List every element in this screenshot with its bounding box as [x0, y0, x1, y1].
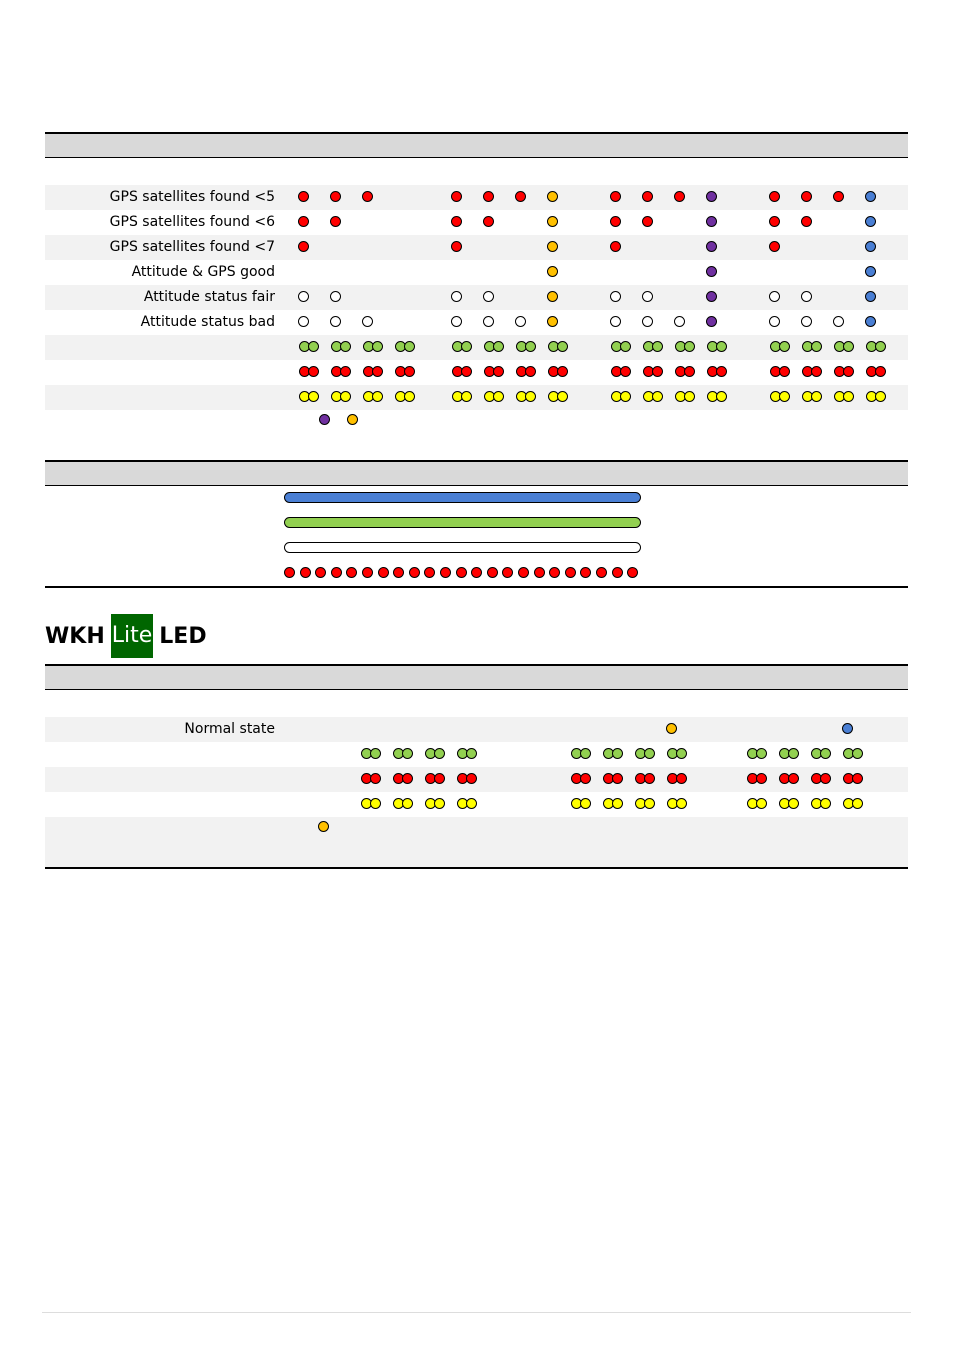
row-label-attitude-fair: Attitude status fair — [143, 289, 275, 305]
double-led-icon — [404, 391, 415, 402]
led-red-icon — [801, 191, 812, 202]
double-led-icon — [557, 391, 568, 402]
double-led-icon — [756, 748, 767, 759]
led-red-icon — [298, 191, 309, 202]
double-led-icon — [620, 341, 631, 352]
footer-rule — [42, 1312, 911, 1313]
led-off-icon — [362, 316, 373, 327]
green-led-bar — [284, 517, 641, 528]
led-off-icon — [833, 316, 844, 327]
led-status-icon — [706, 316, 717, 327]
led-off-icon — [451, 316, 462, 327]
double-led-icon — [404, 366, 415, 377]
led-red-icon — [451, 241, 462, 252]
legend-purple-icon — [319, 414, 330, 425]
led-red-icon — [769, 216, 780, 227]
double-led-icon — [756, 798, 767, 809]
led-status-icon — [865, 216, 876, 227]
row-label-normal-state: Normal state — [184, 721, 275, 737]
double-led-icon — [644, 748, 655, 759]
red-led-icon — [565, 567, 576, 578]
legend-orange-icon — [347, 414, 358, 425]
double-led-icon — [340, 391, 351, 402]
double-led-icon — [716, 341, 727, 352]
row-band — [45, 717, 908, 742]
double-led-icon — [779, 341, 790, 352]
double-led-icon — [372, 366, 383, 377]
double-led-icon — [525, 366, 536, 377]
double-led-icon — [788, 798, 799, 809]
double-led-icon — [372, 391, 383, 402]
double-led-icon — [652, 391, 663, 402]
double-led-icon — [612, 798, 623, 809]
double-led-icon — [644, 798, 655, 809]
red-led-icon — [409, 567, 420, 578]
double-led-icon — [404, 341, 415, 352]
led-red-icon — [769, 191, 780, 202]
red-led-icon — [300, 567, 311, 578]
led-red-icon — [330, 191, 341, 202]
double-led-icon — [852, 798, 863, 809]
double-led-icon — [684, 341, 695, 352]
row-label-gps-7: GPS satellites found <7 — [109, 239, 275, 255]
double-led-icon — [779, 391, 790, 402]
led-red-icon — [642, 216, 653, 227]
double-led-icon — [466, 773, 477, 784]
led-off-icon — [674, 316, 685, 327]
led-off-icon — [483, 291, 494, 302]
led-red-icon — [515, 191, 526, 202]
double-led-icon — [676, 773, 687, 784]
double-led-icon — [684, 366, 695, 377]
led-status-icon — [706, 266, 717, 277]
led-off-icon — [298, 291, 309, 302]
double-led-icon — [875, 341, 886, 352]
led-off-icon — [610, 291, 621, 302]
led-red-icon — [451, 191, 462, 202]
double-led-icon — [340, 366, 351, 377]
double-led-icon — [580, 748, 591, 759]
double-led-icon — [875, 366, 886, 377]
double-led-icon — [525, 391, 536, 402]
double-led-icon — [525, 341, 536, 352]
led-status-icon — [547, 191, 558, 202]
double-led-icon — [620, 391, 631, 402]
led-red-icon — [610, 216, 621, 227]
red-led-icon — [378, 567, 389, 578]
led-off-icon — [801, 291, 812, 302]
led-status-icon — [666, 723, 677, 734]
double-led-icon — [370, 748, 381, 759]
section2-bottom-rule — [45, 586, 908, 588]
double-led-icon — [466, 798, 477, 809]
led-status-icon — [842, 723, 853, 734]
led-red-icon — [801, 216, 812, 227]
led-off-icon — [451, 291, 462, 302]
led-status-icon — [865, 316, 876, 327]
double-led-icon — [676, 798, 687, 809]
led-red-icon — [362, 191, 373, 202]
double-led-icon — [372, 341, 383, 352]
lite-section-title — [45, 614, 207, 658]
double-led-icon — [811, 366, 822, 377]
led-off-icon — [642, 291, 653, 302]
double-led-icon — [843, 391, 854, 402]
red-led-icon — [315, 567, 326, 578]
double-led-icon — [612, 748, 623, 759]
double-led-icon — [811, 341, 822, 352]
double-led-icon — [756, 773, 767, 784]
double-led-icon — [434, 798, 445, 809]
double-led-icon — [466, 748, 477, 759]
red-led-icon — [627, 567, 638, 578]
double-led-icon — [820, 798, 831, 809]
led-off-icon — [483, 316, 494, 327]
double-led-icon — [779, 366, 790, 377]
led-status-icon — [547, 291, 558, 302]
double-led-icon — [402, 798, 413, 809]
led-off-icon — [298, 316, 309, 327]
double-led-icon — [843, 341, 854, 352]
led-off-icon — [642, 316, 653, 327]
double-led-icon — [308, 366, 319, 377]
lite-header-bar — [45, 664, 908, 690]
red-led-icon — [502, 567, 513, 578]
led-red-icon — [298, 241, 309, 252]
led-off-icon — [769, 291, 780, 302]
led-status-icon — [547, 316, 558, 327]
double-led-icon — [843, 366, 854, 377]
double-led-icon — [716, 391, 727, 402]
white-led-bar — [284, 542, 641, 553]
led-off-icon — [330, 291, 341, 302]
double-led-icon — [676, 748, 687, 759]
row-label-gps-5: GPS satellites found <5 — [109, 189, 275, 205]
red-led-icon — [440, 567, 451, 578]
red-led-icon — [456, 567, 467, 578]
double-led-icon — [402, 748, 413, 759]
section1-header-bar — [45, 132, 908, 158]
double-led-icon — [461, 391, 472, 402]
red-led-icon — [612, 567, 623, 578]
red-led-icon — [596, 567, 607, 578]
red-led-icon — [534, 567, 545, 578]
red-led-icon — [284, 567, 295, 578]
double-led-icon — [461, 366, 472, 377]
double-led-icon — [620, 366, 631, 377]
led-status-icon — [865, 241, 876, 252]
red-led-icon — [580, 567, 591, 578]
led-red-icon — [833, 191, 844, 202]
row-band — [45, 817, 908, 867]
led-status-icon — [865, 191, 876, 202]
led-red-icon — [610, 241, 621, 252]
double-led-icon — [852, 773, 863, 784]
double-led-icon — [402, 773, 413, 784]
lite-bottom-rule — [45, 867, 908, 869]
legend-orange-icon — [318, 821, 329, 832]
led-red-icon — [483, 191, 494, 202]
led-red-icon — [483, 216, 494, 227]
led-red-icon — [769, 241, 780, 252]
red-led-icon — [487, 567, 498, 578]
led-red-icon — [330, 216, 341, 227]
led-red-icon — [674, 191, 685, 202]
double-led-icon — [652, 341, 663, 352]
double-led-icon — [557, 341, 568, 352]
double-led-icon — [370, 798, 381, 809]
led-red-icon — [451, 216, 462, 227]
double-led-icon — [852, 748, 863, 759]
row-label-attitude-gps-good: Attitude & GPS good — [131, 264, 275, 280]
double-led-icon — [493, 341, 504, 352]
double-led-icon — [716, 366, 727, 377]
led-off-icon — [610, 316, 621, 327]
double-led-icon — [493, 391, 504, 402]
double-led-icon — [684, 391, 695, 402]
led-off-icon — [330, 316, 341, 327]
double-led-icon — [461, 341, 472, 352]
led-red-icon — [298, 216, 309, 227]
title-prefix: WKH — [45, 623, 105, 649]
double-led-icon — [493, 366, 504, 377]
red-led-icon — [393, 567, 404, 578]
led-status-icon — [706, 241, 717, 252]
double-led-icon — [875, 391, 886, 402]
red-led-icon — [549, 567, 560, 578]
red-led-icon — [518, 567, 529, 578]
double-led-icon — [557, 366, 568, 377]
led-status-icon — [706, 291, 717, 302]
double-led-icon — [644, 773, 655, 784]
red-led-icon — [362, 567, 373, 578]
double-led-icon — [580, 798, 591, 809]
led-status-icon — [865, 291, 876, 302]
double-led-icon — [308, 391, 319, 402]
double-led-icon — [340, 341, 351, 352]
led-red-icon — [642, 191, 653, 202]
double-led-icon — [820, 748, 831, 759]
led-off-icon — [801, 316, 812, 327]
led-red-icon — [610, 191, 621, 202]
double-led-icon — [370, 773, 381, 784]
led-off-icon — [515, 316, 526, 327]
row-label-gps-6: GPS satellites found <6 — [109, 214, 275, 230]
double-led-icon — [580, 773, 591, 784]
double-led-icon — [434, 773, 445, 784]
red-led-icon — [331, 567, 342, 578]
row-label-attitude-bad: Attitude status bad — [140, 314, 275, 330]
double-led-icon — [308, 341, 319, 352]
led-status-icon — [547, 266, 558, 277]
red-led-icon — [346, 567, 357, 578]
red-led-icon — [424, 567, 435, 578]
led-status-icon — [706, 191, 717, 202]
double-led-icon — [820, 773, 831, 784]
blue-led-bar — [284, 492, 641, 503]
double-led-icon — [811, 391, 822, 402]
double-led-icon — [434, 748, 445, 759]
section2-header-bar — [45, 460, 908, 486]
title-suffix: LED — [159, 623, 207, 649]
red-led-icon — [471, 567, 482, 578]
double-led-icon — [612, 773, 623, 784]
double-led-icon — [788, 748, 799, 759]
lite-badge: Lite — [111, 614, 154, 658]
led-status-icon — [547, 241, 558, 252]
led-status-icon — [865, 266, 876, 277]
double-led-icon — [652, 366, 663, 377]
led-status-icon — [706, 216, 717, 227]
led-status-icon — [547, 216, 558, 227]
led-off-icon — [769, 316, 780, 327]
double-led-icon — [788, 773, 799, 784]
